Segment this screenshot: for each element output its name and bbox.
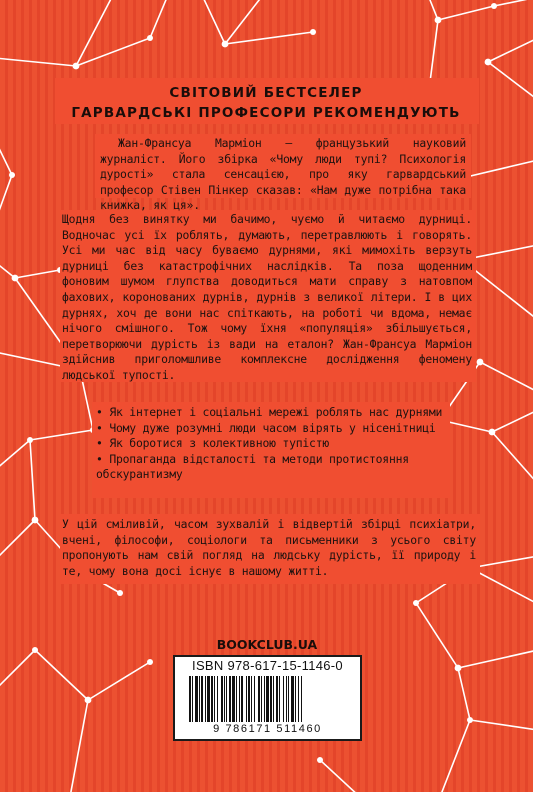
headline-line-1: СВІТОВИЙ БЕСТСЕЛЕР (169, 85, 363, 101)
barcode-bar (270, 676, 272, 722)
headline-line-2: ГАРВАРДСЬКІ ПРОФЕСОРИ РЕКОМЕНДУЮТЬ (71, 105, 461, 121)
barcode-bar (301, 676, 302, 722)
intro-paragraph: Жан-Франсуа Марміон – французький науковий журналіст. Його збірка «Чому люди тупі? Психологія дурості» стала сенсацією, про яку гарвардський професор Стівен Пінкер сказав: «Нам дуже потрібна така книжка, як ця». (100, 136, 466, 213)
barcode-bar (224, 676, 225, 722)
closing-paragraph: У цій сміливій, часом зухвалій і відвертій збірці психіатри, вчені, філософи, соціологи та письменники з усього світу пропонують нам свій погляд на людську дурість, її природу і те, чому вона досі існує в нашому житті. (62, 517, 476, 578)
barcode-bar (286, 676, 287, 722)
bullet-text: Як інтернет і соціальні мережі роблять нас дурнями (109, 405, 443, 419)
barcode-bar (239, 676, 240, 722)
barcode-bar (254, 676, 255, 722)
barcode-bar (201, 676, 203, 722)
barcode-bar (258, 676, 260, 722)
barcode-bar (195, 676, 198, 722)
barcode-bar (295, 676, 296, 722)
list-item: • Пропаганда відсталості та методи протистояння обскурантизму (96, 451, 409, 482)
bullet-text: Як боротися з колективною тупістю (109, 436, 330, 451)
bullet-text: Чому дуже розумні люди часом вірять у нісенітниці (109, 420, 436, 435)
barcode-bar (205, 676, 206, 722)
barcode-bar (214, 676, 215, 722)
barcode-bar (261, 676, 262, 722)
barcode-bar (291, 676, 294, 722)
barcode-bar (241, 676, 243, 722)
barcode-digits: 9 786171 511460 (213, 723, 322, 735)
barcode-bar (273, 676, 274, 722)
barcode-bar (217, 676, 218, 722)
barcode-bar (283, 676, 284, 722)
barcode-bar (288, 676, 289, 722)
barcode-bar (251, 676, 252, 722)
body-paragraph: Щодня без винятку ми бачимо, чуємо й читаємо дурниці. Водночас усі їх роблять, думають, перетравлюють і говорять. Усі ми час від часу буваємо дурнями, які мимохіть верзуть дурниці без катастрофічних наслідків. Та поза щоденним фоновим шумом глупства доводиться мати справу з натовпом фахових, коронованих дурнів, дурнів з великої літери. І в цих дурнях, хоч де вони нас спіткають, на роботі чи вдома, немає нічого смішного. Тож чому їхня «популяція» збільшується, перетворюючи дурість із вади на еталон? Жан-Франсуа Марміон здійснив приголомшливе комплексне дослідження феномену людської тупості. (62, 212, 472, 382)
barcode-bar (232, 676, 235, 722)
barcode-bar (236, 676, 237, 722)
bullet-text: Пропаганда відсталості та методи протистояння обскурантизму (96, 451, 409, 482)
barcode-bar (226, 676, 227, 722)
barcode-bar (266, 676, 269, 722)
barcode-bar (246, 676, 247, 722)
barcode-bar (211, 676, 213, 722)
barcode-bar (207, 676, 210, 722)
barcode-bar (298, 676, 299, 722)
list-item: • Чому дуже розумні люди часом вірять у нісенітниці (96, 420, 436, 435)
isbn-text: ISBN 978-617-15-1146-0 (192, 658, 343, 673)
publisher-site: BOOKCLUB.UA (216, 637, 318, 652)
barcode-bar (276, 676, 278, 722)
feature-list (96, 405, 446, 483)
barcode (173, 655, 362, 741)
barcode-bar (264, 676, 265, 722)
barcode-bar (189, 676, 191, 722)
list-item: • Як боротися з колективною тупістю (96, 436, 330, 451)
barcode-bar (192, 676, 193, 722)
barcode-bar (199, 676, 200, 722)
barcode-bar (221, 676, 223, 722)
barcode-bar (248, 676, 250, 722)
list-item: • Як інтернет і соціальні мережі роблять нас дурнями (96, 405, 443, 419)
barcode-bar (229, 676, 231, 722)
barcode-bars (189, 676, 346, 722)
barcode-bar (279, 676, 280, 722)
headline (60, 83, 472, 123)
